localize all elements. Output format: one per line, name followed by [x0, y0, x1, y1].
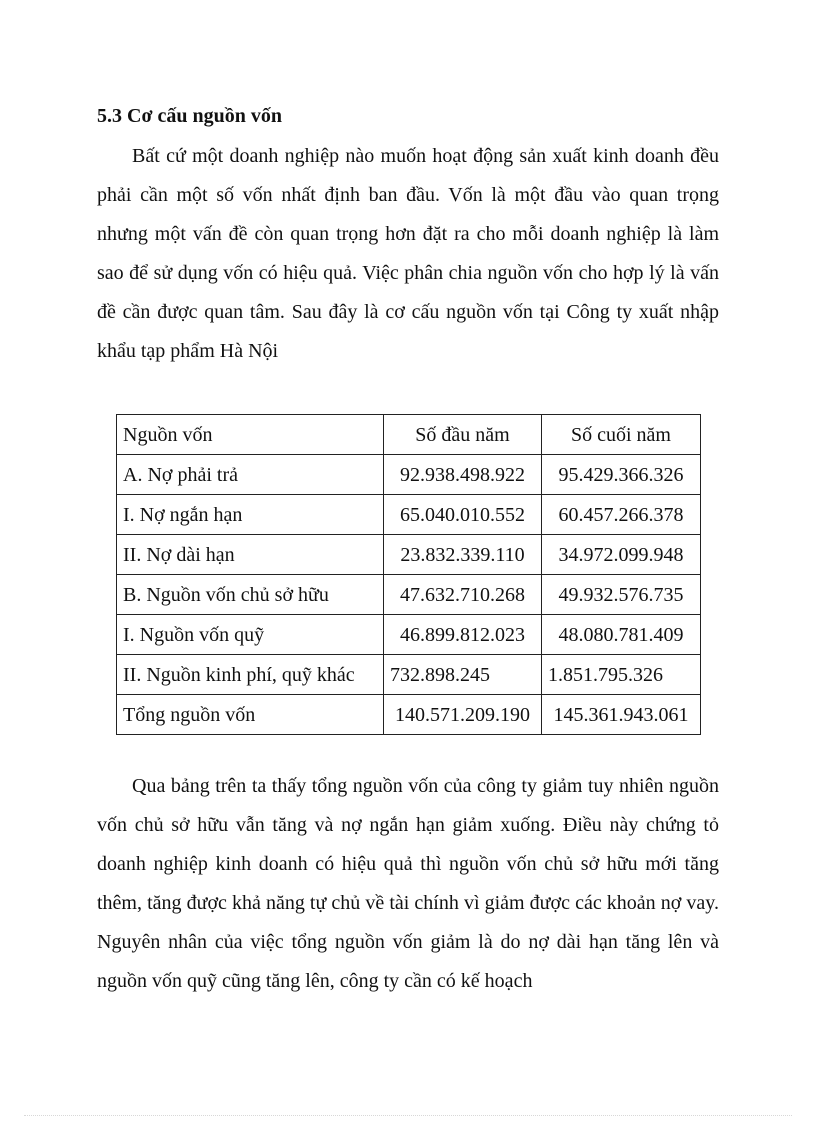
header-source: Nguồn vốn — [117, 415, 384, 455]
conclusion-paragraph: Qua bảng trên ta thấy tổng nguồn vốn của công ty giảm tuy nhiên nguồn vốn chủ sở hữu vẫn tăng và nợ ngắn hạn giảm xuống. Điều này chứng tỏ doanh nghiệp kinh doanh có hiệu quả thì nguồn vốn chủ sở hữu mới tăng thêm, tăng được khả năng tự chủ về tài chính vì giảm được các khoản nợ vay. Nguyên nhân của việc tổng nguồn vốn giảm là do nợ dài hạn tăng lên và nguồn vốn quỹ cũng tăng lên, công ty cần có kế hoạch — [97, 775, 719, 992]
table-row — [117, 495, 701, 535]
table-row — [117, 655, 701, 695]
table-row — [117, 535, 701, 575]
begin-value: 65.040.010.552 — [384, 495, 542, 535]
table-row — [117, 615, 701, 655]
end-value: 60.457.266.378 — [542, 495, 701, 535]
end-value: 34.972.099.948 — [542, 535, 701, 575]
end-value: 145.361.943.061 — [542, 695, 701, 735]
row-label: II. Nguồn kinh phí, quỹ khác — [117, 655, 384, 695]
begin-value: 140.571.209.190 — [384, 695, 542, 735]
begin-value: 23.832.339.110 — [384, 535, 542, 575]
capital-structure-table — [116, 414, 701, 735]
header-end-year: Số cuối năm — [542, 415, 701, 455]
table-row — [117, 575, 701, 615]
row-label: B. Nguồn vốn chủ sở hữu — [117, 575, 384, 615]
section-heading: 5.3 Cơ cấu nguồn vốn — [97, 105, 283, 127]
row-label: I. Nợ ngắn hạn — [117, 495, 384, 535]
end-value: 95.429.366.326 — [542, 455, 701, 495]
end-value: 49.932.576.735 — [542, 575, 701, 615]
end-value: 48.080.781.409 — [542, 615, 701, 655]
row-label: Tổng nguồn vốn — [117, 695, 384, 735]
table-row — [117, 455, 701, 495]
table-header-row — [117, 415, 701, 455]
begin-value: 47.632.710.268 — [384, 575, 542, 615]
page-bottom-divider — [24, 1115, 792, 1116]
intro-paragraph: Bất cứ một doanh nghiệp nào muốn hoạt động sản xuất kinh doanh đều phải cần một số vốn nhất định ban đầu. Vốn là một đầu vào quan trọng nhưng một vấn đề còn quan trọng hơn đặt ra cho mỗi doanh nghiệp là làm sao để sử dụng vốn có hiệu quả. Việc phân chia nguồn vốn cho hợp lý là vấn đề cần được quan tâm. Sau đây là cơ cấu nguồn vốn tại Công ty xuất nhập khẩu tạp phẩm Hà Nội — [97, 145, 719, 362]
row-label: A. Nợ phải trả — [117, 455, 384, 495]
header-begin-year: Số đầu năm — [384, 415, 542, 455]
row-label: II. Nợ dài hạn — [117, 535, 384, 575]
end-value: 1.851.795.326 — [542, 655, 701, 695]
begin-value: 732.898.245 — [384, 655, 542, 695]
begin-value: 46.899.812.023 — [384, 615, 542, 655]
begin-value: 92.938.498.922 — [384, 455, 542, 495]
row-label: I. Nguồn vốn quỹ — [117, 615, 384, 655]
table-total-row — [117, 695, 701, 735]
